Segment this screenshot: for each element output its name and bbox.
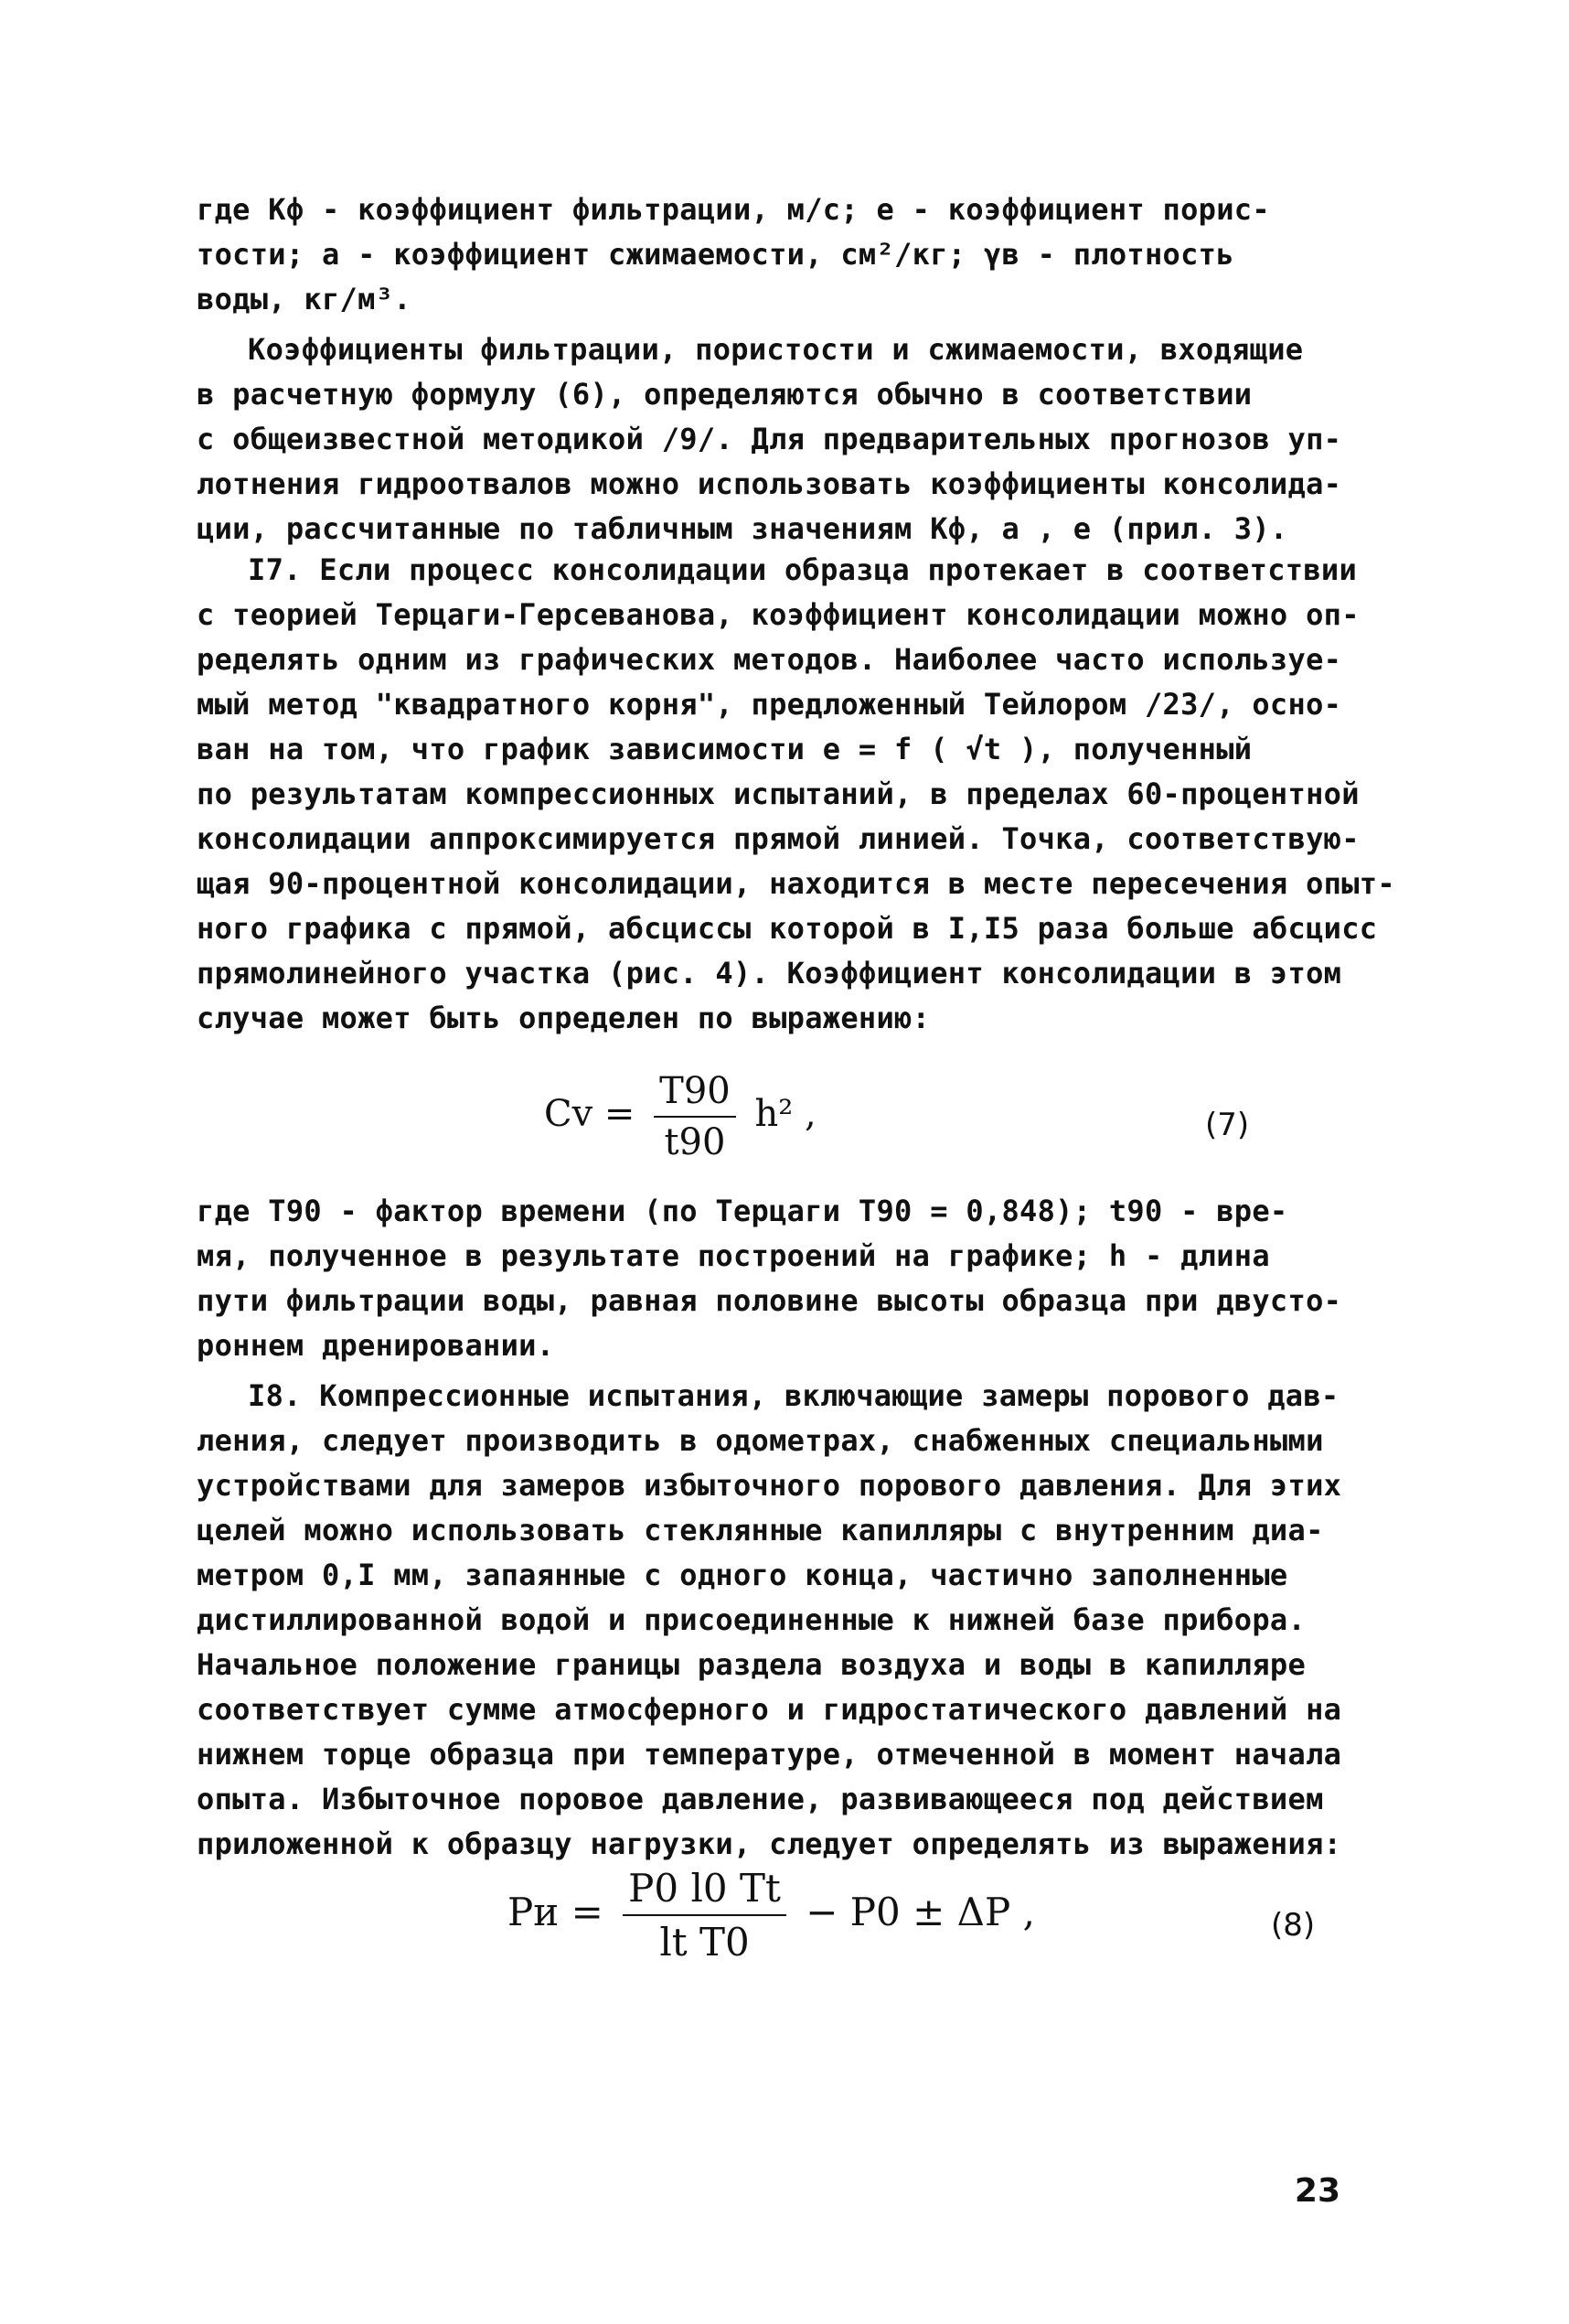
text-line: Коэффициенты фильтрации, пористости и сжимаемости, входящие (248, 332, 1304, 367)
text-line: в расчетную формулу (6), определяются обычно в соответствии (197, 377, 1253, 412)
text-line: с общеизвестной методикой /9/. Для предварительных прогнозов уп- (197, 422, 1342, 456)
text-line: I8. Компрессионные испытания, включающие замеры порового дав- (248, 1378, 1340, 1413)
text-line: ления, следует производить в одометрах, снабженных специальными (197, 1423, 1324, 1458)
text-line: устройствами для замеров избыточного порового давления. Для этих (197, 1468, 1342, 1503)
text-line: ного графика с прямой, абсциссы которой в I,I5 раза больше абсцисс (197, 911, 1378, 946)
text-line: где T90 - фактор времени (по Терцаги T90 = 0,848); t90 - вре- (197, 1194, 1288, 1228)
formula-8 (507, 1866, 1035, 1965)
paragraph-18 (197, 1374, 1385, 1867)
formula-7 (544, 1070, 817, 1163)
text-line: по результатам компрессионных испытаний, в пределах 60-процентной (197, 776, 1360, 811)
definitions-block-1 (197, 187, 1385, 322)
text-line: нижнем торце образца при температуре, отмеченной в момент начала (197, 1737, 1342, 1772)
fraction-denominator: lt T0 (659, 1920, 750, 1965)
text-line: случае может быть определен по выражению: (197, 1001, 931, 1035)
fraction-numerator: T90 (654, 1070, 736, 1118)
page-number: 23 (1294, 2172, 1340, 2210)
definitions-block-2 (197, 1189, 1385, 1368)
text-line: где Kф - коэффициент фильтрации, м/с; e - коэффициент порис- (197, 192, 1270, 227)
text-line: с теорией Терцаги-Герсеванова, коэффициент консолидации можно оп- (197, 597, 1360, 632)
fraction-denominator: t90 (664, 1121, 726, 1163)
formula-tail: − P0 ± ΔP , (806, 1890, 1035, 1934)
fraction (623, 1866, 786, 1965)
formula-lhs: Cv = (544, 1093, 635, 1135)
text-line: метром 0,I мм, запаянные с одного конца, частично заполненные (197, 1558, 1288, 1592)
text-line: лотнения гидроотвалов можно использовать коэффициенты консолида- (197, 466, 1342, 501)
text-line: прямолинейного участка (рис. 4). Коэффициент консолидации в этом (197, 956, 1342, 991)
fraction (654, 1070, 736, 1163)
text-line: щая 90-процентной консолидации, находится в месте пересечения опыт- (197, 866, 1395, 901)
paragraph-17 (197, 548, 1395, 1041)
formula-lhs: Pи = (507, 1890, 603, 1934)
text-line: пути фильтрации воды, равная половине высоты образца при двусто- (197, 1283, 1342, 1318)
text-line: ции, рассчитанные по табличным значениям Kф, a , e (прил. 3). (197, 511, 1288, 546)
text-line: мя, полученное в результате построений на графике; h - длина (197, 1238, 1270, 1273)
text-line: соответствует сумме атмосферного и гидростатического давлений на (197, 1692, 1342, 1727)
text-line: опыта. Избыточное поровое давление, развивающееся под действием (197, 1782, 1324, 1816)
text-line: целей можно использовать стеклянные капилляры с внутренним диа- (197, 1513, 1324, 1548)
text-line: консолидации аппроксимируется прямой линией. Точка, соответствую- (197, 821, 1360, 856)
text-line: воды, кг/м³. (197, 282, 411, 316)
equation-number-8: (8) (1271, 1907, 1316, 1944)
text-line: роннем дренировании. (197, 1328, 555, 1363)
coefficients-paragraph (197, 327, 1385, 552)
text-line: ределять одним из графических методов. Наиболее часто используе- (197, 642, 1342, 677)
text-line: приложенной к образцу нагрузки, следует определять из выражения: (197, 1826, 1342, 1861)
text-line: дистиллированной водой и присоединенные к нижней базе прибора. (197, 1602, 1307, 1637)
text-line: мый метод "квадратного корня", предложенный Тейлором /23/, осно- (197, 687, 1342, 722)
text-line: Начальное положение границы раздела воздуха и воды в капилляре (197, 1647, 1307, 1682)
equation-number-7: (7) (1205, 1107, 1250, 1143)
text-line: ван на том, что график зависимости e = f ( √t ), полученный (197, 732, 1253, 766)
text-line: I7. Если процесс консолидации образца протекает в соответствии (248, 552, 1358, 587)
fraction-numerator: P0 l0 Tt (623, 1866, 786, 1916)
text-line: тости; a - коэффициент сжимаемости, см²/кг; γв - плотность (197, 237, 1234, 272)
formula-tail: h² , (754, 1093, 817, 1135)
